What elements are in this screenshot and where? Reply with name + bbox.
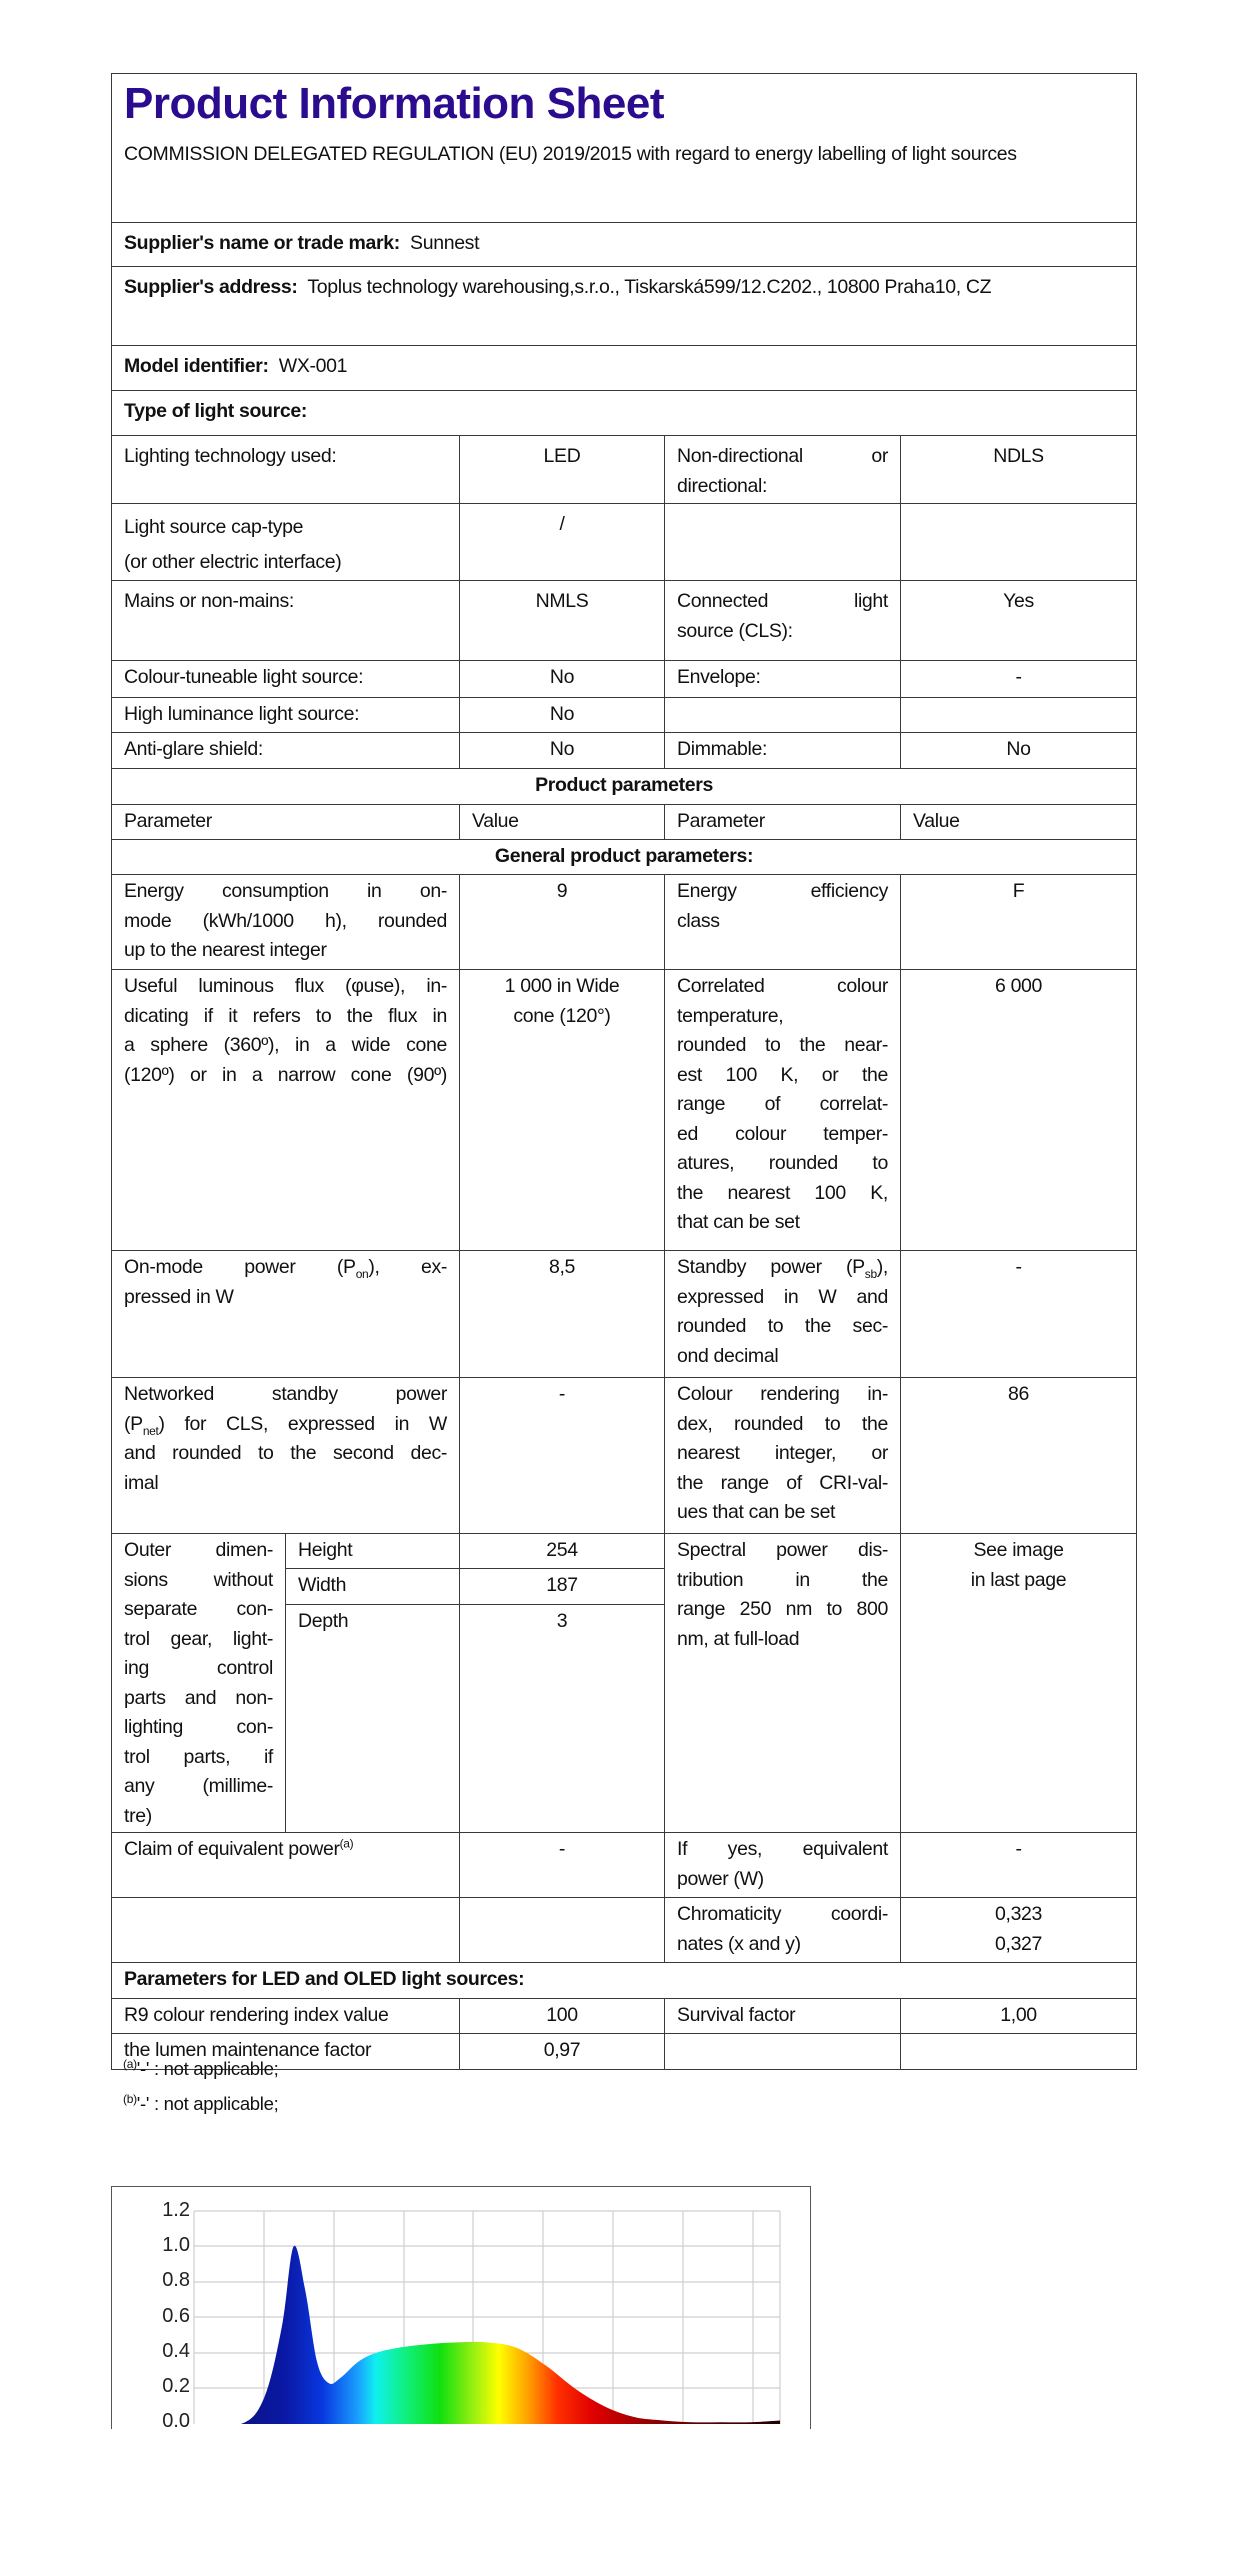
y-tick: 1.0 xyxy=(162,2234,190,2256)
on-mode-power-value: 8,5 xyxy=(460,1251,665,1378)
spectral-value: See image in last page xyxy=(901,1534,1137,1833)
empty-cell xyxy=(665,2034,901,2070)
led-parameters-heading: Parameters for LED and OLED light sources: xyxy=(112,1963,1137,1999)
depth-value: 3 xyxy=(460,1605,665,1833)
standby-power-value: - xyxy=(901,1251,1137,1378)
supplier-name-label: Supplier's name or trade mark: xyxy=(124,232,400,254)
networked-standby-value: - xyxy=(460,1378,665,1534)
column-header: Value xyxy=(460,805,665,840)
lumen-maintenance-value: 0,97 xyxy=(460,2034,665,2070)
param-value: No xyxy=(460,698,665,733)
param-label: Lighting technology used: xyxy=(112,436,460,504)
param-label: Dimmable: xyxy=(665,733,901,769)
supplier-address-value: Toplus technology warehousing,s.r.o., Tiskarská599/12.C202., 10800 Praha10, CZ xyxy=(307,276,992,298)
empty-cell xyxy=(901,2034,1137,2070)
y-tick: 0.6 xyxy=(162,2305,190,2327)
empty-cell xyxy=(112,1898,460,1963)
param-value: NMLS xyxy=(460,581,665,661)
energy-consumption-value: 9 xyxy=(460,875,665,970)
y-tick: 0.8 xyxy=(162,2269,190,2291)
page-title: Product Information Sheet xyxy=(124,79,664,128)
width-value: 187 xyxy=(460,1569,665,1605)
y-tick: 0.2 xyxy=(162,2375,190,2397)
cri-value: 86 xyxy=(901,1378,1137,1534)
param-value xyxy=(901,698,1137,733)
supplier-name-row xyxy=(112,223,1137,267)
param-label: Non-directional or directional: xyxy=(665,436,901,504)
column-header: Parameter xyxy=(665,805,901,840)
equiv-power-value: - xyxy=(901,1833,1137,1898)
param-label xyxy=(665,504,901,581)
param-label: Envelope: xyxy=(665,661,901,698)
product-information-sheet xyxy=(111,73,1136,2070)
param-value: No xyxy=(460,661,665,698)
footnote-b: $^{(b)}$'-' : not applicable; xyxy=(123,2091,279,2114)
model-label: Model identifier: xyxy=(124,355,269,377)
networked-standby-label: Networked standby power $(P_{net})$ for CLS, expressed in W and rounded to the second dec- imal xyxy=(112,1378,460,1534)
r9-label: R9 colour rendering index value xyxy=(112,1999,460,2034)
standby-power-label: Standby power $(P_{sb})$, expressed in W and rounded to the sec- ond decimal xyxy=(665,1251,901,1378)
r9-value: 100 xyxy=(460,1999,665,2034)
footnote-a: $^{(a)}$'-' : not applicable; xyxy=(123,2056,279,2079)
supplier-address-row xyxy=(112,267,1137,346)
chromaticity-value: 0,323 0,327 xyxy=(901,1898,1137,1963)
energy-class-value: F xyxy=(901,875,1137,970)
type-heading: Type of light source: xyxy=(112,391,1137,436)
equiv-claim-value: - xyxy=(460,1833,665,1898)
luminous-flux-value: 1 000 in Wide cone (120°) xyxy=(460,970,665,1251)
equiv-claim-label: Claim of equivalent power$^{(a)}$ xyxy=(112,1833,460,1898)
cri-label: Colour rendering in- dex, rounded to the nearest integer, or the range of CRI-val- ues that can be set xyxy=(665,1378,901,1534)
param-label: Anti-glare shield: xyxy=(112,733,460,769)
lumen-maintenance-label: the lumen maintenance factor xyxy=(112,2034,460,2070)
y-tick: 1.2 xyxy=(162,2199,190,2221)
param-value: Yes xyxy=(901,581,1137,661)
spectral-label: Spectral power dis- tribution in the range 250 nm to 800 nm, at full-load xyxy=(665,1534,901,1833)
y-tick: 0.0 xyxy=(162,2410,190,2429)
param-label: Colour-tuneable light source: xyxy=(112,661,460,698)
column-header: Parameter xyxy=(112,805,460,840)
param-label: High luminance light source: xyxy=(112,698,460,733)
param-label: Mains or non-mains: xyxy=(112,581,460,661)
energy-class-label: Energy efficiency class xyxy=(665,875,901,970)
on-mode-power-label: On-mode power $(P_{on})$, ex- pressed in W xyxy=(112,1251,460,1378)
param-value: / xyxy=(460,504,665,581)
survival-value: 1,00 xyxy=(901,1999,1137,2034)
y-tick: 0.4 xyxy=(162,2340,190,2362)
general-parameters-heading: General product parameters: xyxy=(112,840,1137,875)
luminous-flux-label: Useful luminous flux (φuse), in- dicating if it refers to the flux in a sphere (360º), in a wide cone (120º) or in a narrow cone (90º) xyxy=(112,970,460,1251)
survival-label: Survival factor xyxy=(665,1999,901,2034)
supplier-name-value: Sunnest xyxy=(410,232,480,254)
outer-dimensions-label: Outer dimen- sions without separate con- trol gear, light- ing control parts and non- lighting con- trol parts, if any (millime- tre) xyxy=(112,1534,286,1833)
param-value: No xyxy=(901,733,1137,769)
param-value: LED xyxy=(460,436,665,504)
info-table xyxy=(111,73,1137,2070)
param-label xyxy=(665,698,901,733)
param-value: No xyxy=(460,733,665,769)
energy-consumption-label: Energy consumption in on- mode (kWh/1000 h), rounded up to the nearest integer xyxy=(112,875,460,970)
param-value: NDLS xyxy=(901,436,1137,504)
empty-cell xyxy=(460,1898,665,1963)
height-value: 254 xyxy=(460,1534,665,1569)
model-value: WX-001 xyxy=(278,355,348,377)
param-value xyxy=(901,504,1137,581)
param-value: - xyxy=(901,661,1137,698)
header-cell xyxy=(112,74,1137,223)
spectral-power-chart xyxy=(111,2186,811,2429)
depth-label: Depth xyxy=(286,1605,460,1833)
equiv-power-label: If yes, equivalent power (W) xyxy=(665,1833,901,1898)
param-label: Light source cap-type (or other electric interface) xyxy=(112,504,460,581)
param-label: Connected light source (CLS): xyxy=(665,581,901,661)
spectrum-plot xyxy=(112,2187,810,2429)
chromaticity-label: Chromaticity coordi- nates (x and y) xyxy=(665,1898,901,1963)
cct-label: Correlated colour temperature, rounded to the near- est 100 K, or the range of correlat- ed colour temper- atures, rounded to the nearest 100 K, that can be set xyxy=(665,970,901,1251)
width-label: Width xyxy=(286,1569,460,1605)
model-row xyxy=(112,346,1137,391)
height-label: Height xyxy=(286,1534,460,1569)
page-subtitle: COMMISSION DELEGATED REGULATION (EU) 2019/2015 with regard to energy labelling of light sources xyxy=(124,143,1017,165)
supplier-address-label: Supplier's address: xyxy=(124,276,298,298)
product-parameters-heading: Product parameters xyxy=(112,769,1137,805)
column-header: Value xyxy=(901,805,1137,840)
cct-value: 6 000 xyxy=(901,970,1137,1251)
